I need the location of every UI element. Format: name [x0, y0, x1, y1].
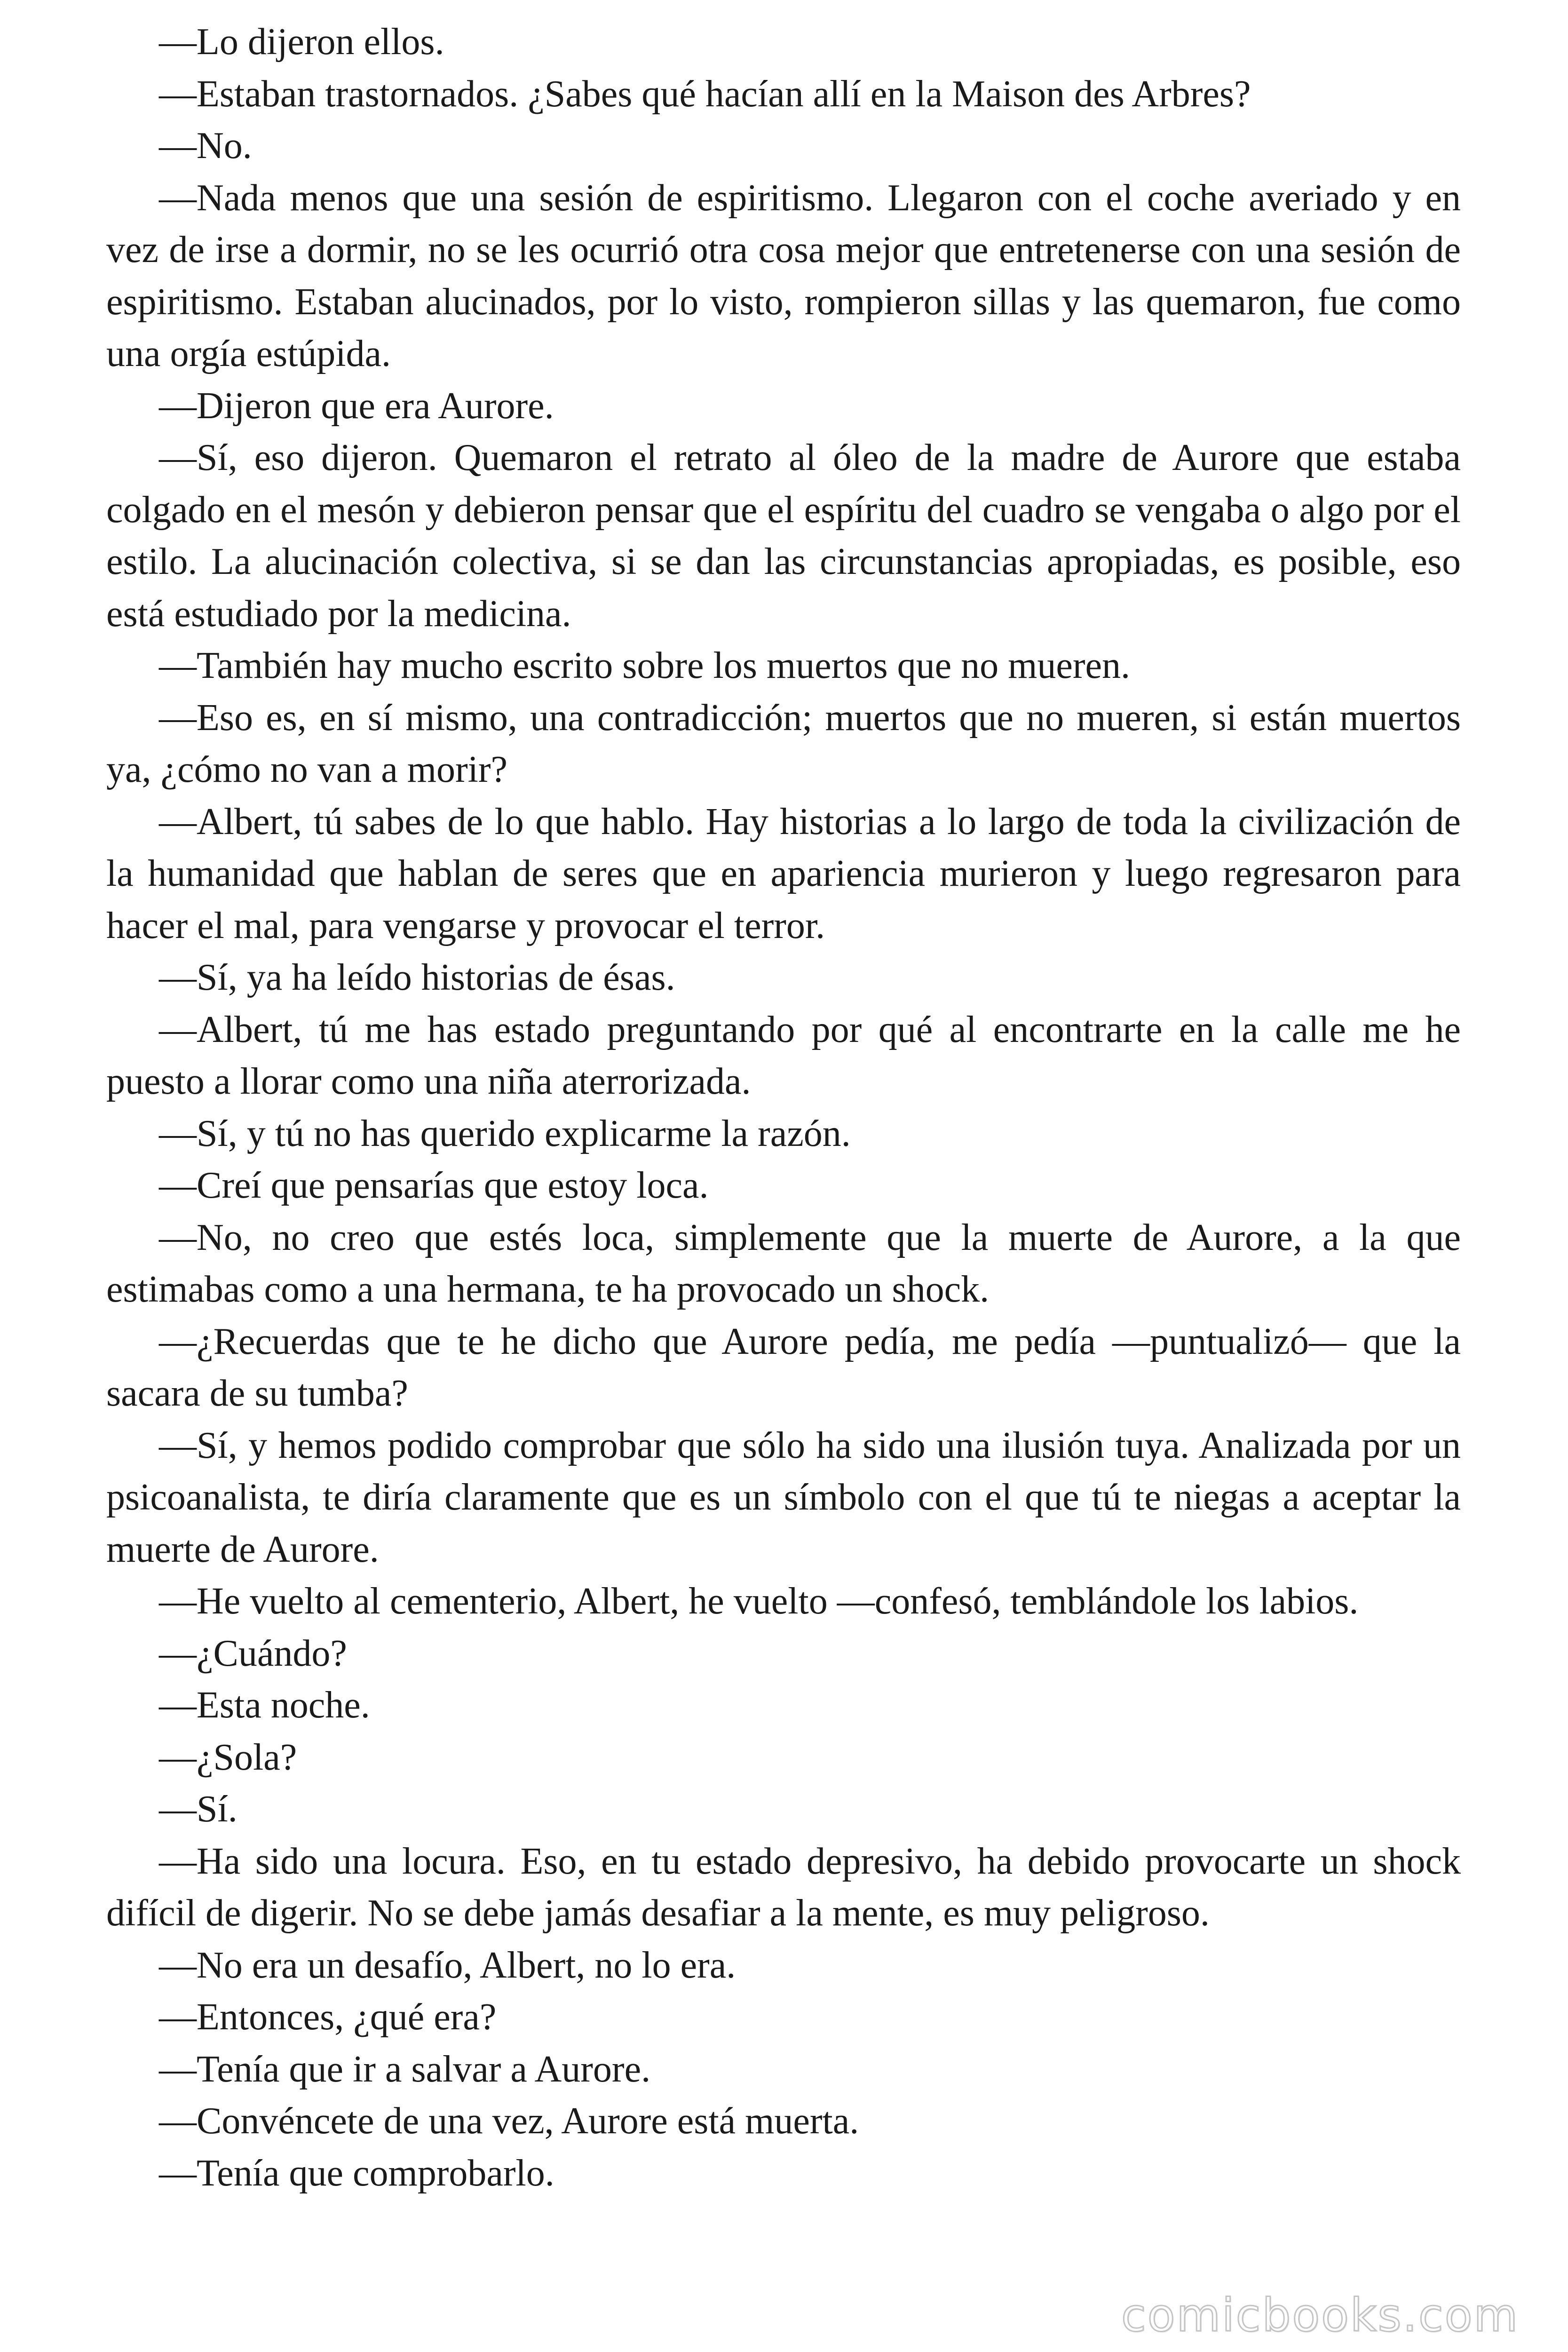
- paragraph: —No.: [159, 125, 252, 167]
- paragraph: —He vuelto al cementerio, Albert, he vuelto —confesó, temblándole los labios.: [159, 1581, 1359, 1622]
- paragraph: —Estaban trastornados. ¿Sabes qué hacían allí en la Maison des Arbres?: [159, 73, 1251, 115]
- paragraph: —Albert, tú sabes de lo que hablo. Hay historias a lo largo de toda la civilización de la humanidad que hablan de seres que en apariencia murieron y luego regresaron para hacer el mal, para vengarse y provocar el terror.: [106, 801, 1461, 946]
- paragraph: —Sí, ya ha leído historias de ésas.: [159, 957, 675, 998]
- paragraph: —También hay mucho escrito sobre los muertos que no mueren.: [159, 645, 1130, 686]
- paragraph: —Dijeron que era Aurore.: [159, 385, 554, 427]
- paragraph: —Sí, y hemos podido comprobar que sólo ha sido una ilusión tuya. Analizada por un psicoanalista, te diría claramente que es un símbolo con el que tú te niegas a aceptar la muerte de Aurore.: [106, 1424, 1461, 1570]
- paragraph: —Tenía que comprobarlo.: [159, 2152, 554, 2194]
- paragraph: —¿Cuándo?: [159, 1632, 347, 1674]
- paragraph: —Ha sido una locura. Eso, en tu estado depresivo, ha debido provocarte un shock difícil de digerir. No se debe jamás desafiar a la mente, es muy peligroso.: [106, 1840, 1461, 1934]
- paragraph: —Esta noche.: [159, 1685, 370, 1726]
- paragraph: —Creí que pensarías que estoy loca.: [159, 1165, 709, 1206]
- paragraph: —Sí, y tú no has querido explicarme la razón.: [159, 1112, 851, 1154]
- paragraph: —Eso es, en sí mismo, una contradicción; muertos que no mueren, si están muertos ya, ¿cómo no van a morir?: [106, 697, 1461, 790]
- paragraph: —Convéncete de una vez, Aurore está muerta.: [159, 2100, 859, 2142]
- page-body: [106, 16, 1461, 2199]
- paragraph: —Albert, tú me has estado preguntando por qué al encontrarte en la calle me he puesto a llorar como una niña aterrorizada.: [106, 1009, 1461, 1102]
- paragraph: —No era un desafío, Albert, no lo era.: [159, 1944, 736, 1986]
- paragraph: —Lo dijeron ellos.: [159, 21, 444, 63]
- paragraph: —¿Recuerdas que te he dicho que Aurore pedía, me pedía —puntualizó— que la sacara de su tumba?: [106, 1320, 1461, 1414]
- paragraph: —Entonces, ¿qué era?: [159, 1996, 497, 2038]
- watermark: comicbooks.com: [1121, 2289, 1519, 2342]
- paragraph: —Sí, eso dijeron. Quemaron el retrato al óleo de la madre de Aurore que estaba colgado en el mesón y debieron pensar que el espíritu del cuadro se vengaba o algo por el estilo. La alucinación colectiva, si se dan las circunstancias apropiadas, es posible, eso está estudiado por la medicina.: [106, 437, 1461, 635]
- paragraph: —Tenía que ir a salvar a Aurore.: [159, 2048, 651, 2090]
- paragraph: —Sí.: [159, 1788, 238, 1830]
- paragraph: —No, no creo que estés loca, simplemente que la muerte de Aurore, a la que estimabas como a una hermana, te ha provocado un shock.: [106, 1216, 1461, 1310]
- paragraph: —¿Sola?: [159, 1736, 297, 1778]
- paragraph: —Nada menos que una sesión de espiritismo. Llegaron con el coche averiado y en vez de irse a dormir, no se les ocurrió otra cosa mejor que entretenerse con una sesión de espiritismo. Estaban alucinados, por lo visto, rompieron sillas y las quemaron, fue como una orgía estúpida.: [106, 177, 1461, 374]
